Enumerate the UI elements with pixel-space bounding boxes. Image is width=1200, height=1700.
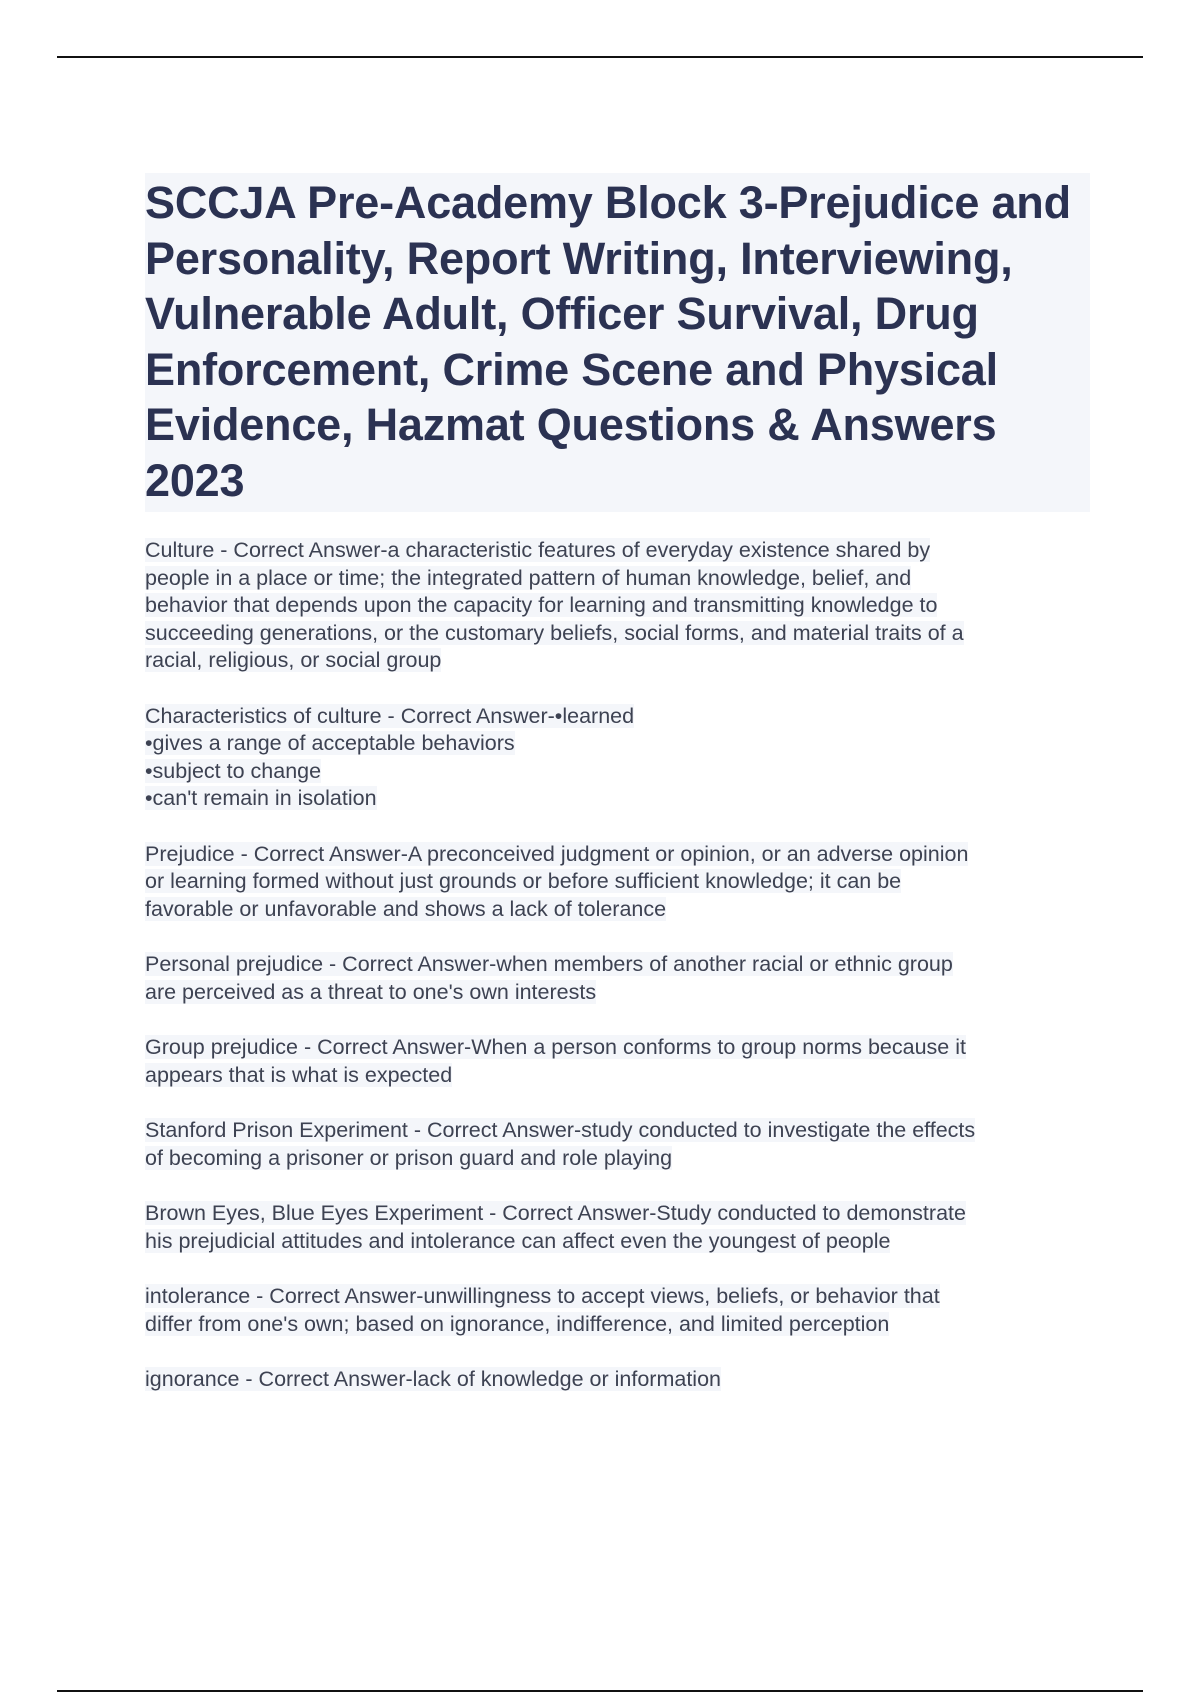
entry-personal-prejudice (145, 951, 1090, 1006)
bottom-rule (57, 1690, 1143, 1692)
entry-prejudice (145, 841, 1090, 924)
document-body (145, 173, 1090, 1422)
entry-line: •can't remain in isolation (145, 786, 377, 810)
entry-line: favorable or unfavorable and shows a lack of tolerance (145, 896, 667, 921)
entry-line: intolerance - Correct Answer-unwillingness to accept views, beliefs, or behavior that (145, 1284, 940, 1308)
entry-list (145, 537, 1090, 1394)
entry-culture (145, 537, 1090, 675)
entry-line: differ from one's own; based on ignorance, indifference, and limited perception (145, 1311, 890, 1336)
entry-line: Brown Eyes, Blue Eyes Experiment - Correct Answer-Study conducted to demonstrate (145, 1201, 966, 1225)
entry-line: behavior that depends upon the capacity for learning and transmitting knowledge to (145, 593, 938, 617)
entry-ignorance (145, 1366, 1090, 1394)
entry-line: Personal prejudice - Correct Answer-when members of another racial or ethnic group (145, 952, 953, 976)
entry-line: •subject to change (145, 758, 322, 783)
entry-line: of becoming a prisoner or prison guard and role playing (145, 1145, 673, 1170)
entry-line: Stanford Prison Experiment - Correct Answer-study conducted to investigate the effects (145, 1118, 976, 1142)
document-title: SCCJA Pre-Academy Block 3-Prejudice and Personality, Report Writing, Interviewing, Vulnerable Adult, Officer Survival, Drug Enforcement, Crime Scene and Physical Evidence, Hazmat Questions & Answers 2023 (145, 173, 1090, 512)
entry-line: Prejudice - Correct Answer-A preconceived judgment or opinion, or an adverse opinion (145, 841, 969, 866)
entry-line: appears that is what is expected (145, 1062, 453, 1087)
entry-stanford-prison-experiment (145, 1117, 1090, 1172)
entry-intolerance (145, 1283, 1090, 1338)
entry-line: people in a place or time; the integrated pattern of human knowledge, belief, and (145, 565, 912, 590)
entry-line: •gives a range of acceptable behaviors (145, 731, 515, 755)
entry-characteristics-of-culture (145, 703, 1090, 813)
entry-line: Characteristics of culture - Correct Answer-•learned (145, 703, 635, 728)
entry-line: succeeding generations, or the customary beliefs, social forms, and material traits of a (145, 620, 964, 645)
entry-line: Culture - Correct Answer-a characteristic features of everyday existence shared by (145, 538, 931, 562)
entry-group-prejudice (145, 1034, 1090, 1089)
entry-line: racial, religious, or social group (145, 648, 442, 672)
entry-line: or learning formed without just grounds or before sufficient knowledge; it can be (145, 869, 902, 893)
entry-line: ignorance - Correct Answer-lack of knowledge or information (145, 1367, 721, 1391)
entry-line: Group prejudice - Correct Answer-When a person conforms to group norms because it (145, 1035, 966, 1059)
entry-line: are perceived as a threat to one's own interests (145, 979, 597, 1004)
entry-brown-eyes-blue-eyes (145, 1200, 1090, 1255)
entry-line: his prejudicial attitudes and intolerance can affect even the youngest of people (145, 1228, 891, 1253)
top-rule (57, 56, 1143, 58)
